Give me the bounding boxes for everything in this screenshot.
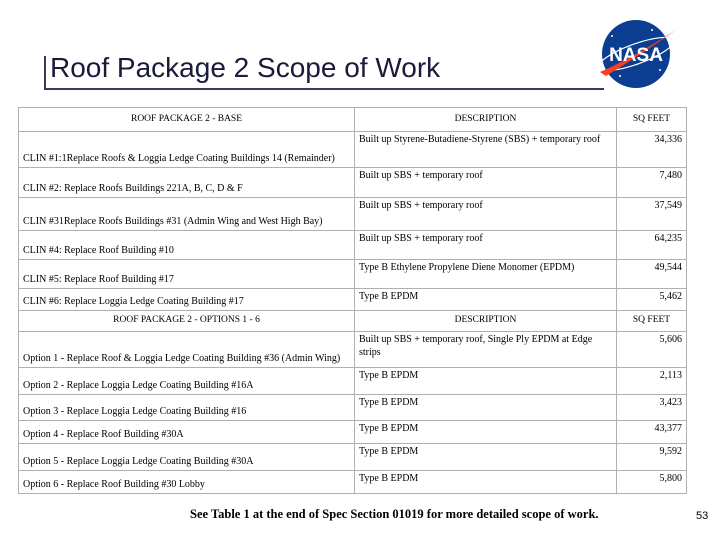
table-row <box>19 198 687 231</box>
row-item: Option 4 - Replace Roof Building #30A <box>19 421 355 444</box>
row-sq-feet: 5,800 <box>617 471 687 494</box>
base-header-sq-feet: SQ FEET <box>617 108 687 132</box>
row-sq-feet: 9,592 <box>617 444 687 471</box>
row-sq-feet: 7,480 <box>617 168 687 198</box>
row-sq-feet: 5,462 <box>617 289 687 311</box>
options-header-description: DESCRIPTION <box>355 311 617 332</box>
row-item: Option 5 - Replace Loggia Ledge Coating Building #30A <box>19 444 355 471</box>
table-row <box>19 368 687 395</box>
row-sq-feet: 3,423 <box>617 395 687 421</box>
row-item: Option 2 - Replace Loggia Ledge Coating Building #16A <box>19 368 355 395</box>
row-item: CLIN #5: Replace Roof Building #17 <box>19 260 355 289</box>
page-number: 53 <box>696 510 709 522</box>
table-row <box>19 332 687 368</box>
row-item: CLIN #1:1Replace Roofs & Loggia Ledge Coating Buildings 14 (Remainder) <box>19 132 355 168</box>
row-sq-feet: 34,336 <box>617 132 687 168</box>
title-rule <box>44 88 604 90</box>
row-description: Type B EPDM <box>355 421 617 444</box>
row-description: Type B EPDM <box>355 368 617 395</box>
slide-title: Roof Package 2 Scope of Work <box>50 52 441 83</box>
row-item: Option 6 - Replace Roof Building #30 Lobby <box>19 471 355 494</box>
row-item: CLIN #31Replace Roofs Buildings #31 (Admin Wing and West High Bay) <box>19 198 355 231</box>
row-description: Built up Styrene-Butadiene-Styrene (SBS) + temporary roof <box>355 132 617 168</box>
row-description: Type B EPDM <box>355 395 617 421</box>
row-sq-feet: 37,549 <box>617 198 687 231</box>
options-header-sq-feet: SQ FEET <box>617 311 687 332</box>
table-row <box>19 231 687 260</box>
table-row <box>19 289 687 311</box>
options-header-row <box>19 311 687 332</box>
row-sq-feet: 49,544 <box>617 260 687 289</box>
row-description: Type B EPDM <box>355 289 617 311</box>
footnote: See Table 1 at the end of Spec Section 01019 for more detailed scope of work. <box>190 507 599 521</box>
row-sq-feet: 5,606 <box>617 332 687 368</box>
base-header-description: DESCRIPTION <box>355 108 617 132</box>
nasa-logo <box>592 14 680 92</box>
row-item: Option 3 - Replace Loggia Ledge Coating Building #16 <box>19 395 355 421</box>
row-item: CLIN #2: Replace Roofs Buildings 221A, B, C, D & F <box>19 168 355 198</box>
table-row <box>19 444 687 471</box>
table-row <box>19 168 687 198</box>
row-description: Type B EPDM <box>355 444 617 471</box>
row-item: Option 1 - Replace Roof & Loggia Ledge Coating Building #36 (Admin Wing) <box>19 332 355 368</box>
table-row <box>19 421 687 444</box>
row-item: CLIN #6: Replace Loggia Ledge Coating Building #17 <box>19 289 355 311</box>
row-description: Type B Ethylene Propylene Diene Monomer (EPDM) <box>355 260 617 289</box>
row-sq-feet: 2,113 <box>617 368 687 395</box>
base-header-package: ROOF PACKAGE 2 - BASE <box>19 108 355 132</box>
options-header-package: ROOF PACKAGE 2 - OPTIONS 1 - 6 <box>19 311 355 332</box>
table-row <box>19 260 687 289</box>
table-row <box>19 471 687 494</box>
row-description: Type B EPDM <box>355 471 617 494</box>
table-row <box>19 395 687 421</box>
row-item: CLIN #4: Replace Roof Building #10 <box>19 231 355 260</box>
row-description: Built up SBS + temporary roof <box>355 168 617 198</box>
scope-table <box>18 107 687 494</box>
row-sq-feet: 43,377 <box>617 421 687 444</box>
nasa-logo-text: NASA <box>609 45 663 66</box>
row-description: Built up SBS + temporary roof, Single Ply EPDM at Edge strips <box>355 332 617 368</box>
title-rule-vertical <box>44 56 46 89</box>
base-header-row <box>19 108 687 132</box>
row-description: Built up SBS + temporary roof <box>355 198 617 231</box>
table-row <box>19 132 687 168</box>
row-description: Built up SBS + temporary roof <box>355 231 617 260</box>
row-sq-feet: 64,235 <box>617 231 687 260</box>
